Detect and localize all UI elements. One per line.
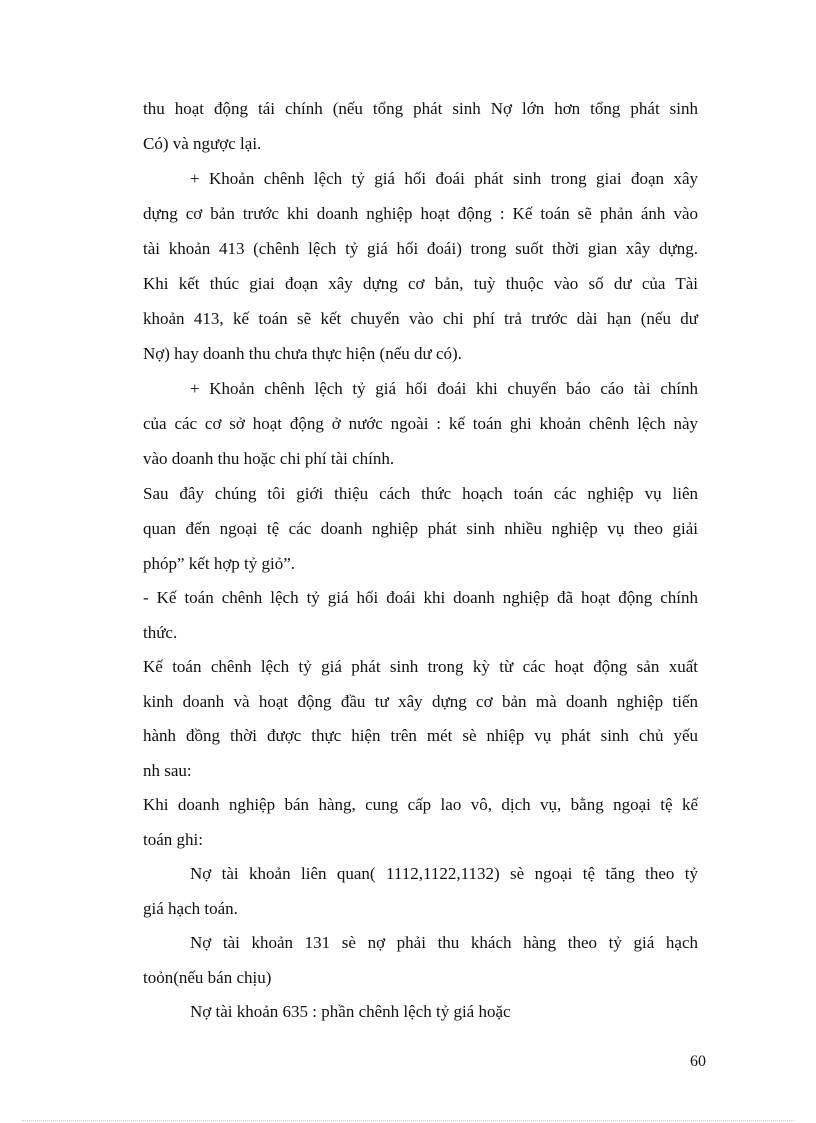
text-line: + Khoản chênh lệch tỷ giá hối đoái khi chuyển báo cáo tài chính	[190, 379, 698, 398]
text-line: Nợ tài khoản 131 sè nợ phải thu khách hàng theo tỷ giá hạch	[190, 933, 698, 952]
text-line: Kế toán chênh lệch tỷ giá phát sinh trong kỳ từ các hoạt động sản xuất	[143, 657, 698, 676]
text-line: vào doanh thu hoặc chi phí tài chính.	[143, 449, 395, 468]
text-line: thu hoạt động tái chính (nếu tổng phát sinh Nợ lớn hơn tổng phát sinh	[143, 99, 698, 118]
text-line: Khi kết thúc giai đoạn xây dựng cơ bản, tuỳ thuộc vào số dư của Tài	[143, 274, 698, 293]
text-line: kinh doanh và hoạt động đầu tư xây dựng cơ bản mà doanh nghiệp tiến	[143, 692, 698, 711]
text-line: Nợ) hay doanh thu chưa thực hiện (nếu dư có).	[143, 344, 462, 363]
text-line: toán ghi:	[143, 830, 203, 849]
text-line: của các cơ sở hoạt động ở nước ngoài : kế toán ghi khoản chênh lệch này	[143, 414, 698, 433]
text-line: toỏn(nếu bán chịu)	[143, 968, 272, 987]
text-line: - Kế toán chênh lệch tỷ giá hối đoái khi doanh nghiệp đã hoạt động chính	[143, 588, 698, 607]
text-line: phóp” kết hợp tỷ giỏ”.	[143, 554, 296, 573]
page-bottom-rule	[22, 1120, 794, 1121]
text-line: nh sau:	[143, 761, 192, 780]
text-line: Nợ tài khoản liên quan( 1112,1122,1132) sè ngoại tệ tăng theo tỷ	[190, 864, 698, 883]
text-line: Nợ tài khoản 635 : phần chênh lệch tỷ giá hoặc	[190, 1002, 511, 1021]
text-line: thức.	[143, 623, 178, 642]
text-line: + Khoản chênh lệch tỷ giá hối đoái phát sinh trong giai đoạn xây	[190, 169, 698, 188]
text-line: Sau đây chúng tôi giới thiệu cách thức hoạch toán các nghiệp vụ liên	[143, 484, 698, 503]
text-line: hành đồng thời được thực hiện trên mét sè nhiệp vụ phát sinh chủ yếu	[143, 726, 698, 745]
text-line: khoản 413, kế toán sẽ kết chuyển vào chi phí trả trước dài hạn (nếu dư	[143, 309, 698, 328]
text-line: Có) và ngược lại.	[143, 134, 262, 153]
text-line: tài khoản 413 (chênh lệch tỷ giá hối đoái) trong suốt thời gian xây dựng.	[143, 239, 698, 258]
text-line: Khi doanh nghiệp bán hàng, cung cấp lao vô, dịch vụ, bằng ngoại tệ kế	[143, 795, 698, 814]
text-line: giá hạch toán.	[143, 899, 238, 918]
page-number: 60	[690, 1053, 706, 1070]
text-line: quan đến ngoại tệ các doanh nghiệp phát sinh nhiều nghiệp vụ theo giải	[143, 519, 698, 538]
text-line: dựng cơ bản trước khi doanh nghiệp hoạt động : Kế toán sẽ phản ánh vào	[143, 204, 698, 223]
